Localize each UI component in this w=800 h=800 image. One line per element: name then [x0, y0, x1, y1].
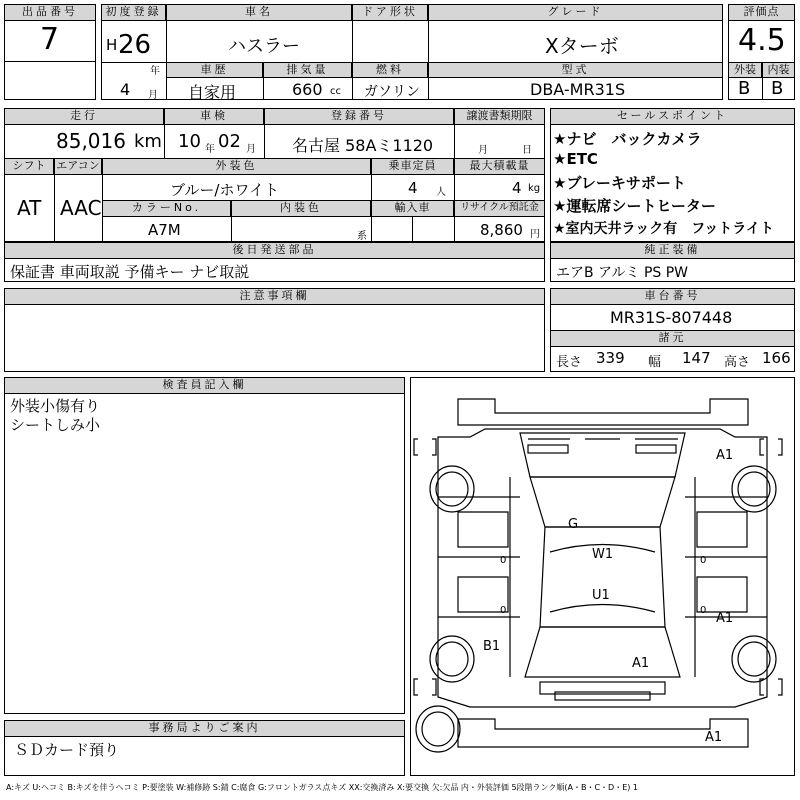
recycle-label: リサイクル預託金 — [454, 200, 545, 217]
insp-year-unit: 年 — [205, 144, 215, 155]
int-label: 内装 — [762, 62, 795, 78]
ext-grade: B — [738, 78, 751, 99]
sales-point-item: ★ETC — [553, 150, 598, 168]
capacity: 4 — [408, 179, 418, 197]
insp-year: 10 — [178, 131, 201, 152]
grade: Xターボ — [545, 34, 619, 58]
ext-color: ブルー/ホワイト — [170, 181, 280, 199]
transfer-day-unit: 日 — [522, 145, 532, 156]
legend: A:キズ U:ヘコミ B:キズを伴うヘコミ P:要塗装 W:補修跡 S:錆 C:腐食 G:フロントガラス点キズ XX:交換済み X:要交換 欠:欠品 内・外装評価 5段階ランク順(A・B・C・D・E) 1 — [6, 783, 639, 792]
genuine-equipment: エアB アルミ PS PW — [556, 265, 689, 281]
mileage-label: 走行 — [4, 108, 164, 125]
shift: AT — [17, 196, 42, 220]
sales-point-item: ★運転席シートヒーター — [553, 197, 716, 215]
transfer-month-unit: 月 — [478, 145, 488, 156]
recycle-unit: 円 — [530, 229, 540, 240]
height-label: 高さ — [724, 355, 751, 370]
office-label: 事務局よりご案内 — [4, 720, 405, 737]
damage-mark: B1 — [483, 639, 501, 654]
score: 4.5 — [738, 23, 786, 58]
max-load: 4 — [512, 179, 522, 197]
damage-mark: U1 — [592, 588, 610, 603]
chassis-label: 車台番号 — [550, 288, 795, 305]
grade-label: グレード — [428, 4, 723, 21]
car-diagram — [410, 377, 795, 776]
insp-month-unit: 月 — [246, 144, 256, 155]
damage-mark: W1 — [592, 547, 614, 562]
chassis-number: MR31S-807448 — [610, 308, 733, 327]
first-reg-label: 初度登録 — [101, 4, 166, 21]
damage-mark: A1 — [705, 730, 723, 745]
lot-label: 出品番号 — [4, 4, 96, 21]
sales-points-label: セールスポイント — [550, 108, 795, 125]
fuel-label: 燃料 — [352, 62, 428, 78]
later-parts: 保証書 車両取説 予備キー ナビ取説 — [10, 263, 250, 281]
first-reg-year: 26 — [118, 30, 152, 60]
month-unit: 月 — [148, 90, 158, 101]
car-name: ハスラー — [228, 36, 300, 57]
sales-point-item: ★ナビ バックカメラ — [553, 130, 702, 148]
sales-point-item: ★室内天井ラック有 フットライト — [553, 221, 774, 237]
door-label: ドア形状 — [352, 4, 428, 21]
ac-label: エアコン — [54, 158, 102, 175]
later-parts-label: 後日発送部品 — [4, 242, 545, 259]
mileage: 85,016 — [56, 129, 126, 153]
damage-mark: A1 — [716, 448, 734, 463]
inspector-line: 外装小傷有り — [10, 397, 101, 415]
ext-color-label: 外装色 — [102, 158, 371, 175]
reg-no: 名古屋 58Aミ1120 — [292, 136, 434, 155]
history: 自家用 — [188, 83, 237, 102]
width: 147 — [682, 349, 711, 367]
displacement: 660 — [292, 80, 323, 99]
sales-point-item: ★ブレーキサポート — [553, 174, 686, 192]
int-color-label: 内装色 — [231, 200, 371, 217]
year-unit: 年 — [150, 66, 160, 77]
model: DBA-MR31S — [530, 80, 626, 99]
svg-text:0: 0 — [500, 555, 507, 566]
svg-text:0: 0 — [700, 605, 707, 616]
office-notice: ＳＤカード預り — [14, 741, 120, 759]
capacity-label: 乗車定員 — [371, 158, 454, 175]
shift-label: シフト — [4, 158, 54, 175]
dims-label: 諸元 — [550, 330, 795, 347]
int-color-unit: 系 — [357, 231, 367, 242]
ext-label: 外装 — [728, 62, 762, 78]
damage-mark: A1 — [632, 656, 650, 671]
recycle: 8,860 — [480, 221, 523, 239]
lot-number: 7 — [40, 22, 60, 57]
displacement-label: 排気量 — [263, 62, 352, 78]
color-no-label: カラーNo. — [102, 200, 231, 217]
damage-mark: A1 — [716, 611, 734, 626]
max-load-label: 最大積載量 — [454, 158, 545, 175]
inspector-line: シートしみ小 — [10, 416, 101, 434]
reg-no-label: 登録番号 — [264, 108, 454, 125]
first-reg-month: 4 — [120, 80, 131, 99]
svg-text:0: 0 — [500, 605, 507, 616]
height: 166 — [762, 349, 791, 367]
insp-month: 02 — [218, 131, 241, 152]
history-label: 車歴 — [166, 62, 263, 78]
fuel: ガソリン — [364, 84, 420, 100]
era: H — [106, 36, 118, 54]
genuine-label: 純正装備 — [550, 242, 795, 259]
notes-label: 注意事項欄 — [4, 288, 545, 305]
svg-text:0: 0 — [700, 555, 707, 566]
score-label: 評価点 — [728, 4, 795, 21]
color-no: A7M — [148, 221, 181, 239]
ac: AAC — [60, 196, 102, 220]
mileage-unit: km — [134, 131, 162, 152]
displacement-unit: cc — [330, 86, 341, 97]
length-label: 長さ — [556, 355, 583, 370]
import-label: 輸入車 — [371, 200, 454, 217]
damage-mark: G — [568, 517, 579, 532]
width-label: 幅 — [648, 355, 662, 370]
inspection-label: 車検 — [164, 108, 264, 125]
inspector-label: 検査員記入欄 — [4, 377, 405, 394]
capacity-unit: 人 — [436, 187, 446, 198]
car-name-label: 車名 — [166, 4, 352, 21]
max-load-unit: kg — [528, 183, 541, 194]
model-label: 型式 — [428, 62, 723, 78]
length: 339 — [596, 349, 625, 367]
int-grade: B — [771, 78, 784, 99]
transfer-label: 譲渡書類期限 — [454, 108, 545, 125]
